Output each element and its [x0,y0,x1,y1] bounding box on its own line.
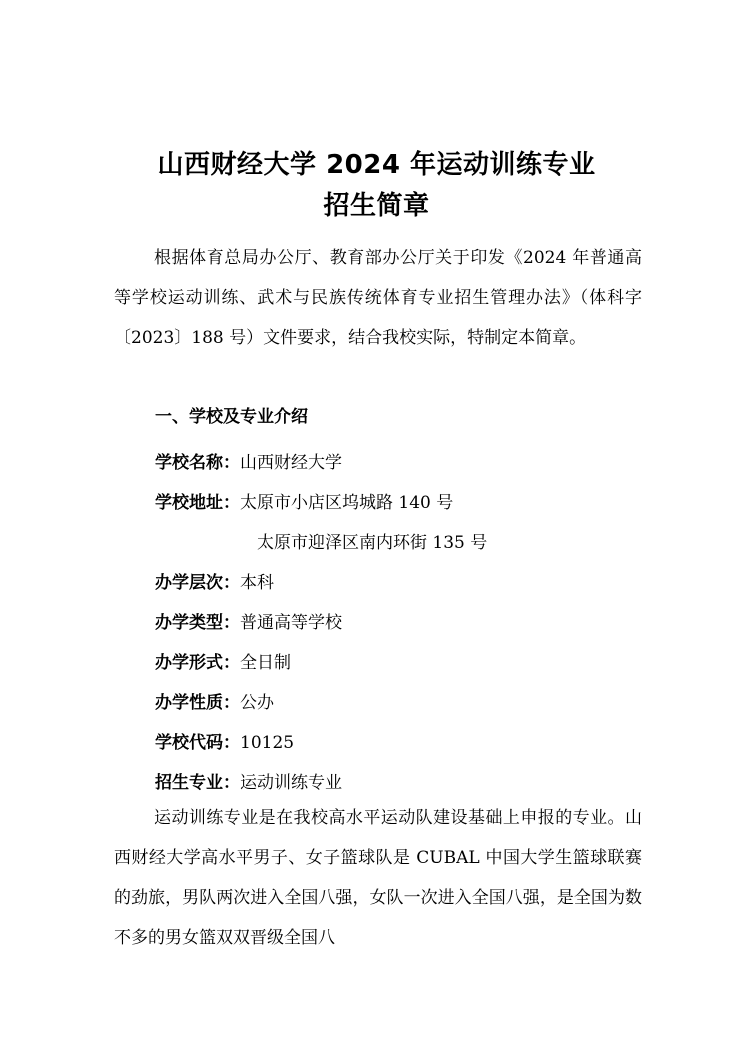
info-row-school-code [155,728,294,753]
info-row-school-name [155,448,342,473]
info-value: 太原市小店区坞城路 140 号 [240,493,454,513]
info-label: 办学形式： [155,653,240,673]
info-value-address-second: 太原市迎泽区南内环街 135 号 [257,533,488,553]
document-title-line2: 招生简章 [323,191,430,221]
info-label: 学校名称： [155,453,240,473]
info-label: 办学性质： [155,693,240,713]
info-label: 学校地址： [155,493,240,513]
major-paragraph: 运动训练专业是在我校高水平运动队建设基础上申报的专业。山西财经大学高水平男子、女子篮球队是 CUBAL 中国大学生篮球联赛的劲旅，男队两次进入全国八强，女队一次进入全国八强，是全国为数不多的男女篮双双晋级全国八 [114,808,642,948]
info-label: 办学层次： [155,573,240,593]
info-row-school-type [155,608,342,633]
info-value: 普通高等学校 [240,613,342,633]
info-row-school-address [155,488,453,513]
document-title-line1: 山西财经大学 2024 年运动训练专业 [157,150,596,180]
info-value: 本科 [240,573,274,593]
info-label: 招生专业： [155,773,240,793]
section-heading: 一、学校及专业介绍 [155,407,308,427]
info-row-school-level [155,568,274,593]
info-value: 公办 [240,693,274,713]
info-row-enroll-major [155,768,342,793]
info-label: 办学类型： [155,613,240,633]
info-value: 运动训练专业 [240,773,342,793]
info-value: 全日制 [240,653,291,673]
intro-paragraph: 根据体育总局办公厅、教育部办公厅关于印发《2024 年普通高等学校运动训练、武术与民族传统体育专业招生管理办法》（体科字〔2023〕188 号）文件要求，结合我校实际，特制定本简章。 [114,248,642,348]
info-value: 山西财经大学 [240,453,342,473]
info-row-school-form [155,648,291,673]
info-value: 10125 [240,733,295,753]
info-label: 学校代码： [155,733,240,753]
info-row-school-nature [155,688,274,713]
